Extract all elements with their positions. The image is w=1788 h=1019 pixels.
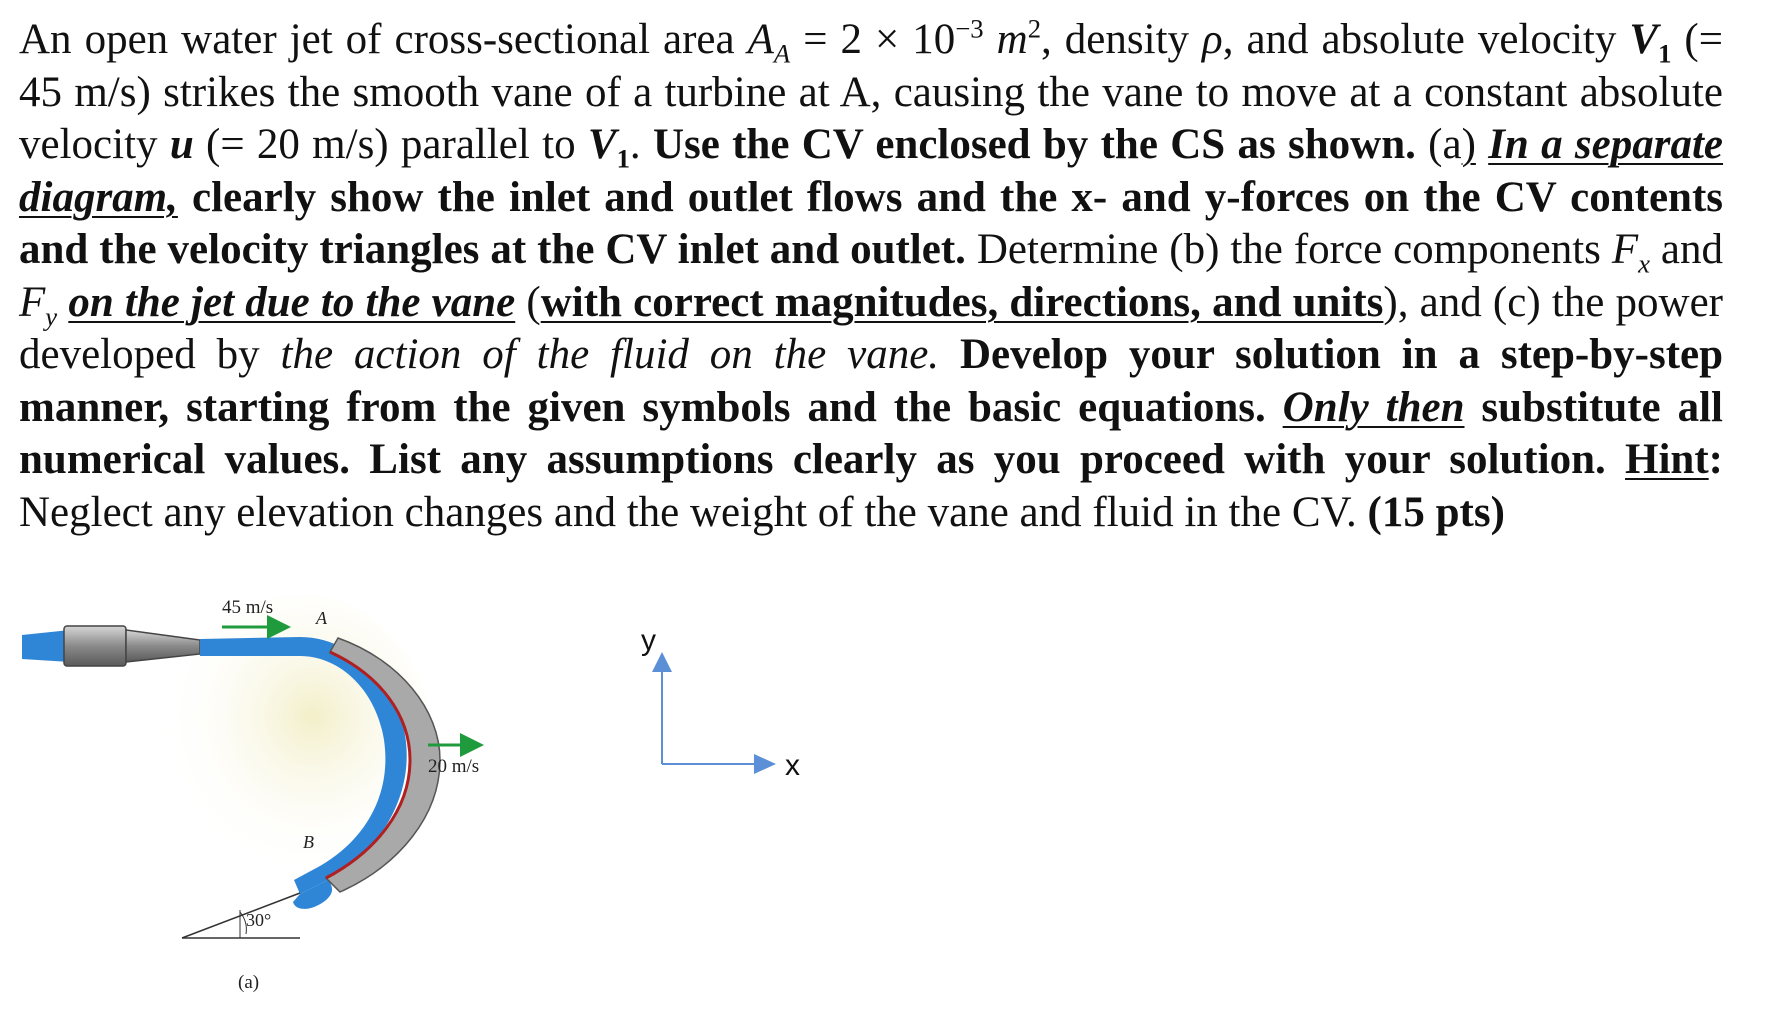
text-segment: Neglect any elevation changes and the weight of the vane and fluid in the CV.: [19, 488, 1368, 536]
text-bold-segment: substitute all numerical values. List any assumptions clearly as you proceed with your solution.: [19, 383, 1723, 483]
hint-label: Hint: [1625, 436, 1709, 483]
x-axis-label: x: [785, 749, 800, 782]
angle-label: 30°: [246, 910, 272, 930]
vane-figure: [0, 590, 560, 1010]
math-exponent: 2: [1027, 13, 1042, 44]
math-velocity-symbol: V: [587, 121, 617, 168]
text-segment: (: [515, 278, 541, 326]
supply-hose: [22, 630, 70, 662]
math-velocity-subscript: 1: [1658, 38, 1672, 69]
text-underlined-italic-segment: Only then: [1282, 383, 1465, 431]
text-segment: .: [629, 121, 653, 168]
y-axis-label: y: [641, 624, 656, 657]
math-velocity-subscript: 1: [616, 143, 630, 174]
x-axis-arrowhead: [754, 754, 776, 774]
text-underlined-segment: with correct magnitudes, directions, and units: [540, 278, 1384, 326]
math-force-symbol: F: [19, 278, 46, 326]
math-velocity-symbol: V: [1629, 16, 1659, 63]
text-segment: An open water jet of cross-sectional area: [19, 16, 748, 63]
math-density-symbol: ρ: [1202, 16, 1223, 63]
text-bold-segment: :: [1708, 436, 1723, 483]
math-exponent: −3: [955, 13, 984, 44]
text-segment: and: [1649, 226, 1723, 273]
text-bold-segment: Develop your solution in a step-by-step manner, starting from the given symbols and the basic equations.: [19, 331, 1724, 431]
text-bold-segment: Use the CV enclosed by the CS as shown.: [652, 121, 1416, 168]
text-underlined-italic-segment: In a separate diagram,: [19, 121, 1724, 221]
math-unit: m: [983, 16, 1028, 63]
coordinate-axes: [620, 618, 810, 788]
figure-caption: (a): [238, 972, 260, 993]
text-segment: Determine (b) the force components: [965, 226, 1612, 273]
nozzle: [64, 626, 126, 666]
points-label: (15 pts): [1367, 488, 1505, 536]
text-segment: , density: [1041, 16, 1203, 63]
text-italic-segment: the action of the fluid on the vane.: [280, 331, 940, 378]
inlet-speed-label: 45 m/s: [222, 597, 274, 618]
nozzle-taper: [126, 630, 200, 662]
point-b-label: B: [303, 832, 314, 852]
math-vane-velocity-symbol: u: [169, 121, 194, 168]
angle-ray: [182, 893, 300, 938]
text-segment: (= 45 m/s) strikes the smooth vane of a turbine at A, causing the vane to move at a constant absolute velocity: [19, 16, 1723, 168]
text-segment: (a: [1415, 121, 1462, 168]
text-bold-segment: clearly show the inlet and outlet flows and the x- and y-forces on the CV contents and the velocity triangles at the CV inlet and outlet.: [19, 173, 1723, 273]
text-underlined-segment: ): [1461, 121, 1476, 168]
text-segment: [57, 279, 68, 326]
text-underlined-italic-segment: on the jet due to the vane: [68, 278, 516, 326]
text-segment: (= 20 m/s) parallel to: [193, 121, 588, 168]
math-force-subscript: x: [1638, 248, 1650, 279]
vane-speed-label: 20 m/s: [428, 756, 480, 777]
math-force-subscript: y: [45, 301, 58, 332]
text-segment: , and absolute velocity: [1222, 16, 1630, 63]
point-a-label: A: [316, 608, 327, 628]
text-segment: ), and (c) the power developed by: [19, 278, 1723, 378]
problem-statement: [19, 14, 1723, 539]
text-segment: = 2 × 10: [790, 16, 956, 63]
math-area-subscript: A: [773, 38, 791, 69]
math-force-symbol: F: [1611, 226, 1639, 273]
math-area-symbol: A: [747, 16, 774, 63]
